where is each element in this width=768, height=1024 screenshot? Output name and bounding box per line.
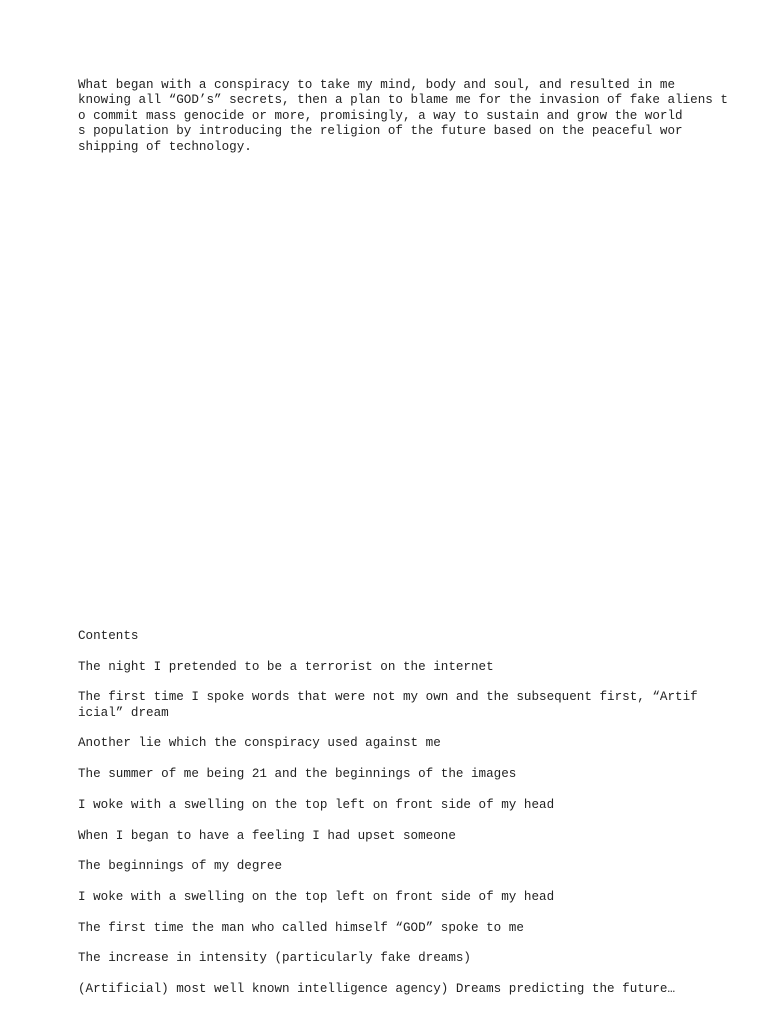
contents-item (78, 859, 738, 874)
contents-item-text: I woke with a swelling on the top left on front side of my head (78, 797, 555, 812)
intro-line: o commit mass genocide or more, promisingly, a way to sustain and grow the world (78, 108, 683, 123)
contents-item (78, 767, 738, 782)
contents-item-text: When I began to have a feeling I had upset someone (78, 828, 456, 843)
contents-item (78, 951, 738, 966)
intro-line: shipping of technology. (78, 139, 252, 154)
contents-item-text: (Artificial) most well known intelligence agency) Dreams predicting the future… (78, 981, 676, 996)
contents-item-text: Another lie which the conspiracy used against me (78, 736, 441, 751)
contents-item (78, 660, 738, 675)
contents-item-text: The first time the man who called himself “GOD” spoke to me (78, 920, 524, 935)
contents-heading: Contents (78, 629, 139, 643)
contents-item (78, 921, 738, 936)
contents-item-text: I woke with a swelling on the top left on front side of my head (78, 889, 555, 904)
contents-item-text: The first time I spoke words that were not my own and the subsequent first, “Artif (78, 690, 698, 705)
contents-item-text: The night I pretended to be a terrorist on the internet (78, 659, 494, 674)
contents-list (78, 660, 738, 998)
contents-item-text: The beginnings of my degree (78, 859, 283, 874)
contents-item-text: icial” dream (78, 705, 169, 720)
contents-item (78, 829, 738, 844)
contents-item (78, 890, 738, 905)
contents-item-text: The increase in intensity (particularly fake dreams) (78, 951, 471, 966)
table-of-contents (78, 629, 738, 1013)
intro-line: What began with a conspiracy to take my mind, body and soul, and resulted in me (78, 78, 676, 92)
contents-item (78, 798, 738, 813)
contents-item (78, 690, 738, 721)
intro-line: s population by introducing the religion of the future based on the peaceful wor (78, 124, 683, 139)
contents-item-text: The summer of me being 21 and the beginnings of the images (78, 767, 517, 782)
contents-item (78, 982, 738, 997)
contents-item (78, 736, 738, 751)
intro-line: knowing all “GOD’s” secrets, then a plan to blame me for the invasion of fake aliens t (78, 93, 728, 108)
intro-paragraph (78, 78, 728, 155)
